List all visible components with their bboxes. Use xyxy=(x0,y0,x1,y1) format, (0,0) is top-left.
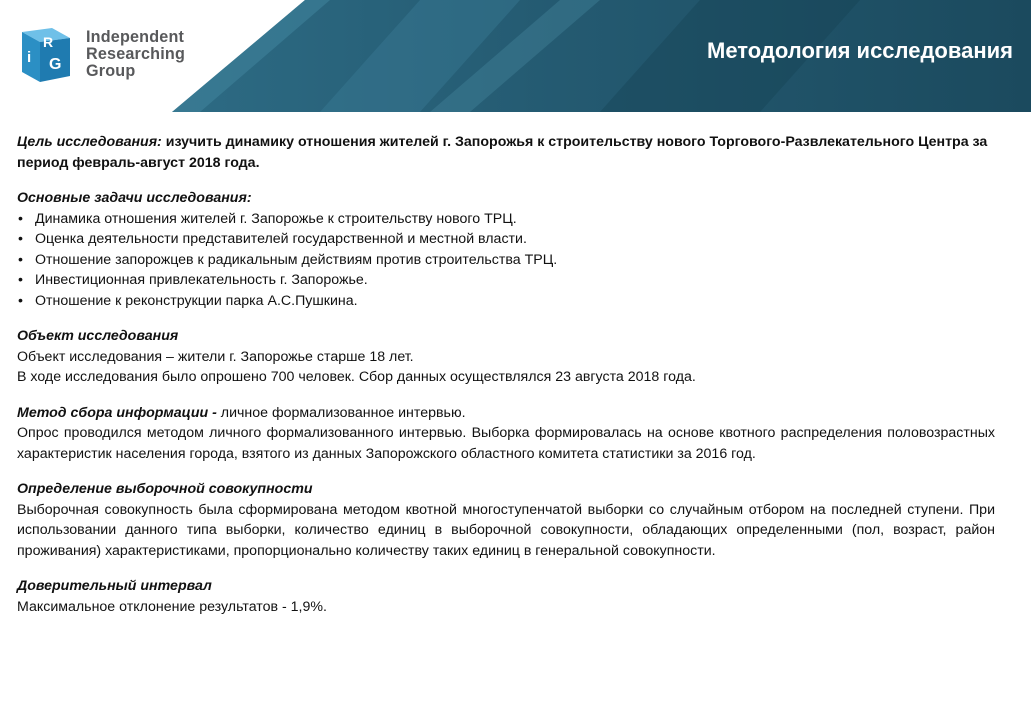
bullet-icon: • xyxy=(18,272,23,288)
company-name-line-3: Group xyxy=(86,61,136,80)
goal-section xyxy=(17,132,995,173)
method-section xyxy=(17,403,995,465)
task-text: Инвестиционная привлекательность г. Запорожье. xyxy=(35,272,368,288)
task-text: Оценка деятельности представителей государственной и местной власти. xyxy=(35,231,527,247)
logo-letter-g: G xyxy=(49,56,62,73)
method-label: Метод сбора информации - xyxy=(17,404,217,421)
method-text: личное формализованное интервью. xyxy=(216,404,466,421)
bullet-icon: • xyxy=(18,231,23,247)
sample-paragraph: Выборочная совокупность была сформирована методом квотной многоступенчатой выборки со случайным отбором на последней ступени. При использовании данного типа выборки, количество единиц в выборочной совокупности, обладающих определенными (пол, возраст, район проживания) характеристиками, пропорционально количеству таких единиц в генеральной совокупности. xyxy=(17,501,995,559)
company-name-line-2: Researching xyxy=(86,44,186,63)
task-text: Отношение запорожцев к радикальным действиям против строительства ТРЦ. xyxy=(35,251,558,268)
object-section xyxy=(17,326,995,388)
tasks-list xyxy=(17,209,995,312)
method-paragraph: Опрос проводился методом личного формализованного интервью. Выборка формировалась на основе квотного распределения половозрастных характеристик населения города, взятого из данных Запорожского областного комитета статистики за 2016 год. xyxy=(17,425,995,462)
list-item xyxy=(17,291,995,312)
task-text: Динамика отношения жителей г. Запорожье к строительству нового ТРЦ. xyxy=(35,210,517,227)
interval-section xyxy=(17,576,995,617)
method-heading xyxy=(17,403,995,424)
interval-label: Доверительный интервал xyxy=(17,578,212,594)
header-banner xyxy=(0,0,1031,112)
goal-label: Цель исследования: xyxy=(17,134,162,150)
object-label: Объект исследования xyxy=(17,328,179,344)
goal-text: изучить динамику отношения жителей г. Запорожья к строительству нового Торгового-Развлекательного Центра за период февраль-август 2018 года. xyxy=(17,134,988,171)
tasks-label: Основные задачи исследования: xyxy=(17,190,252,206)
list-item xyxy=(17,209,995,230)
page-title: Методология исследования xyxy=(707,38,1013,63)
logo-letter-r: R xyxy=(43,34,54,50)
list-item xyxy=(17,270,995,291)
sample-label: Определение выборочной совокупности xyxy=(17,481,313,497)
list-item xyxy=(17,229,995,250)
bullet-icon: • xyxy=(18,292,23,309)
logo-letter-i: i xyxy=(27,49,32,66)
sample-section xyxy=(17,479,995,561)
company-name-line-1: Independent xyxy=(86,27,185,46)
list-item xyxy=(17,250,995,271)
irg-logo-icon xyxy=(12,26,74,84)
bullet-icon: • xyxy=(18,210,23,227)
methodology-content xyxy=(17,132,995,617)
tasks-section xyxy=(17,188,995,311)
object-line-1: Объект исследования – жители г. Запорожье старше 18 лет. xyxy=(17,348,414,365)
task-text: Отношение к реконструкции парка А.С.Пушкина. xyxy=(35,292,358,309)
bullet-icon: • xyxy=(18,251,23,268)
interval-text: Максимальное отклонение результатов - 1,9%. xyxy=(17,598,327,615)
company-name xyxy=(86,28,185,79)
object-line-2: В ходе исследования было опрошено 700 человек. Сбор данных осуществлялся 23 августа 2018 года. xyxy=(17,369,696,385)
